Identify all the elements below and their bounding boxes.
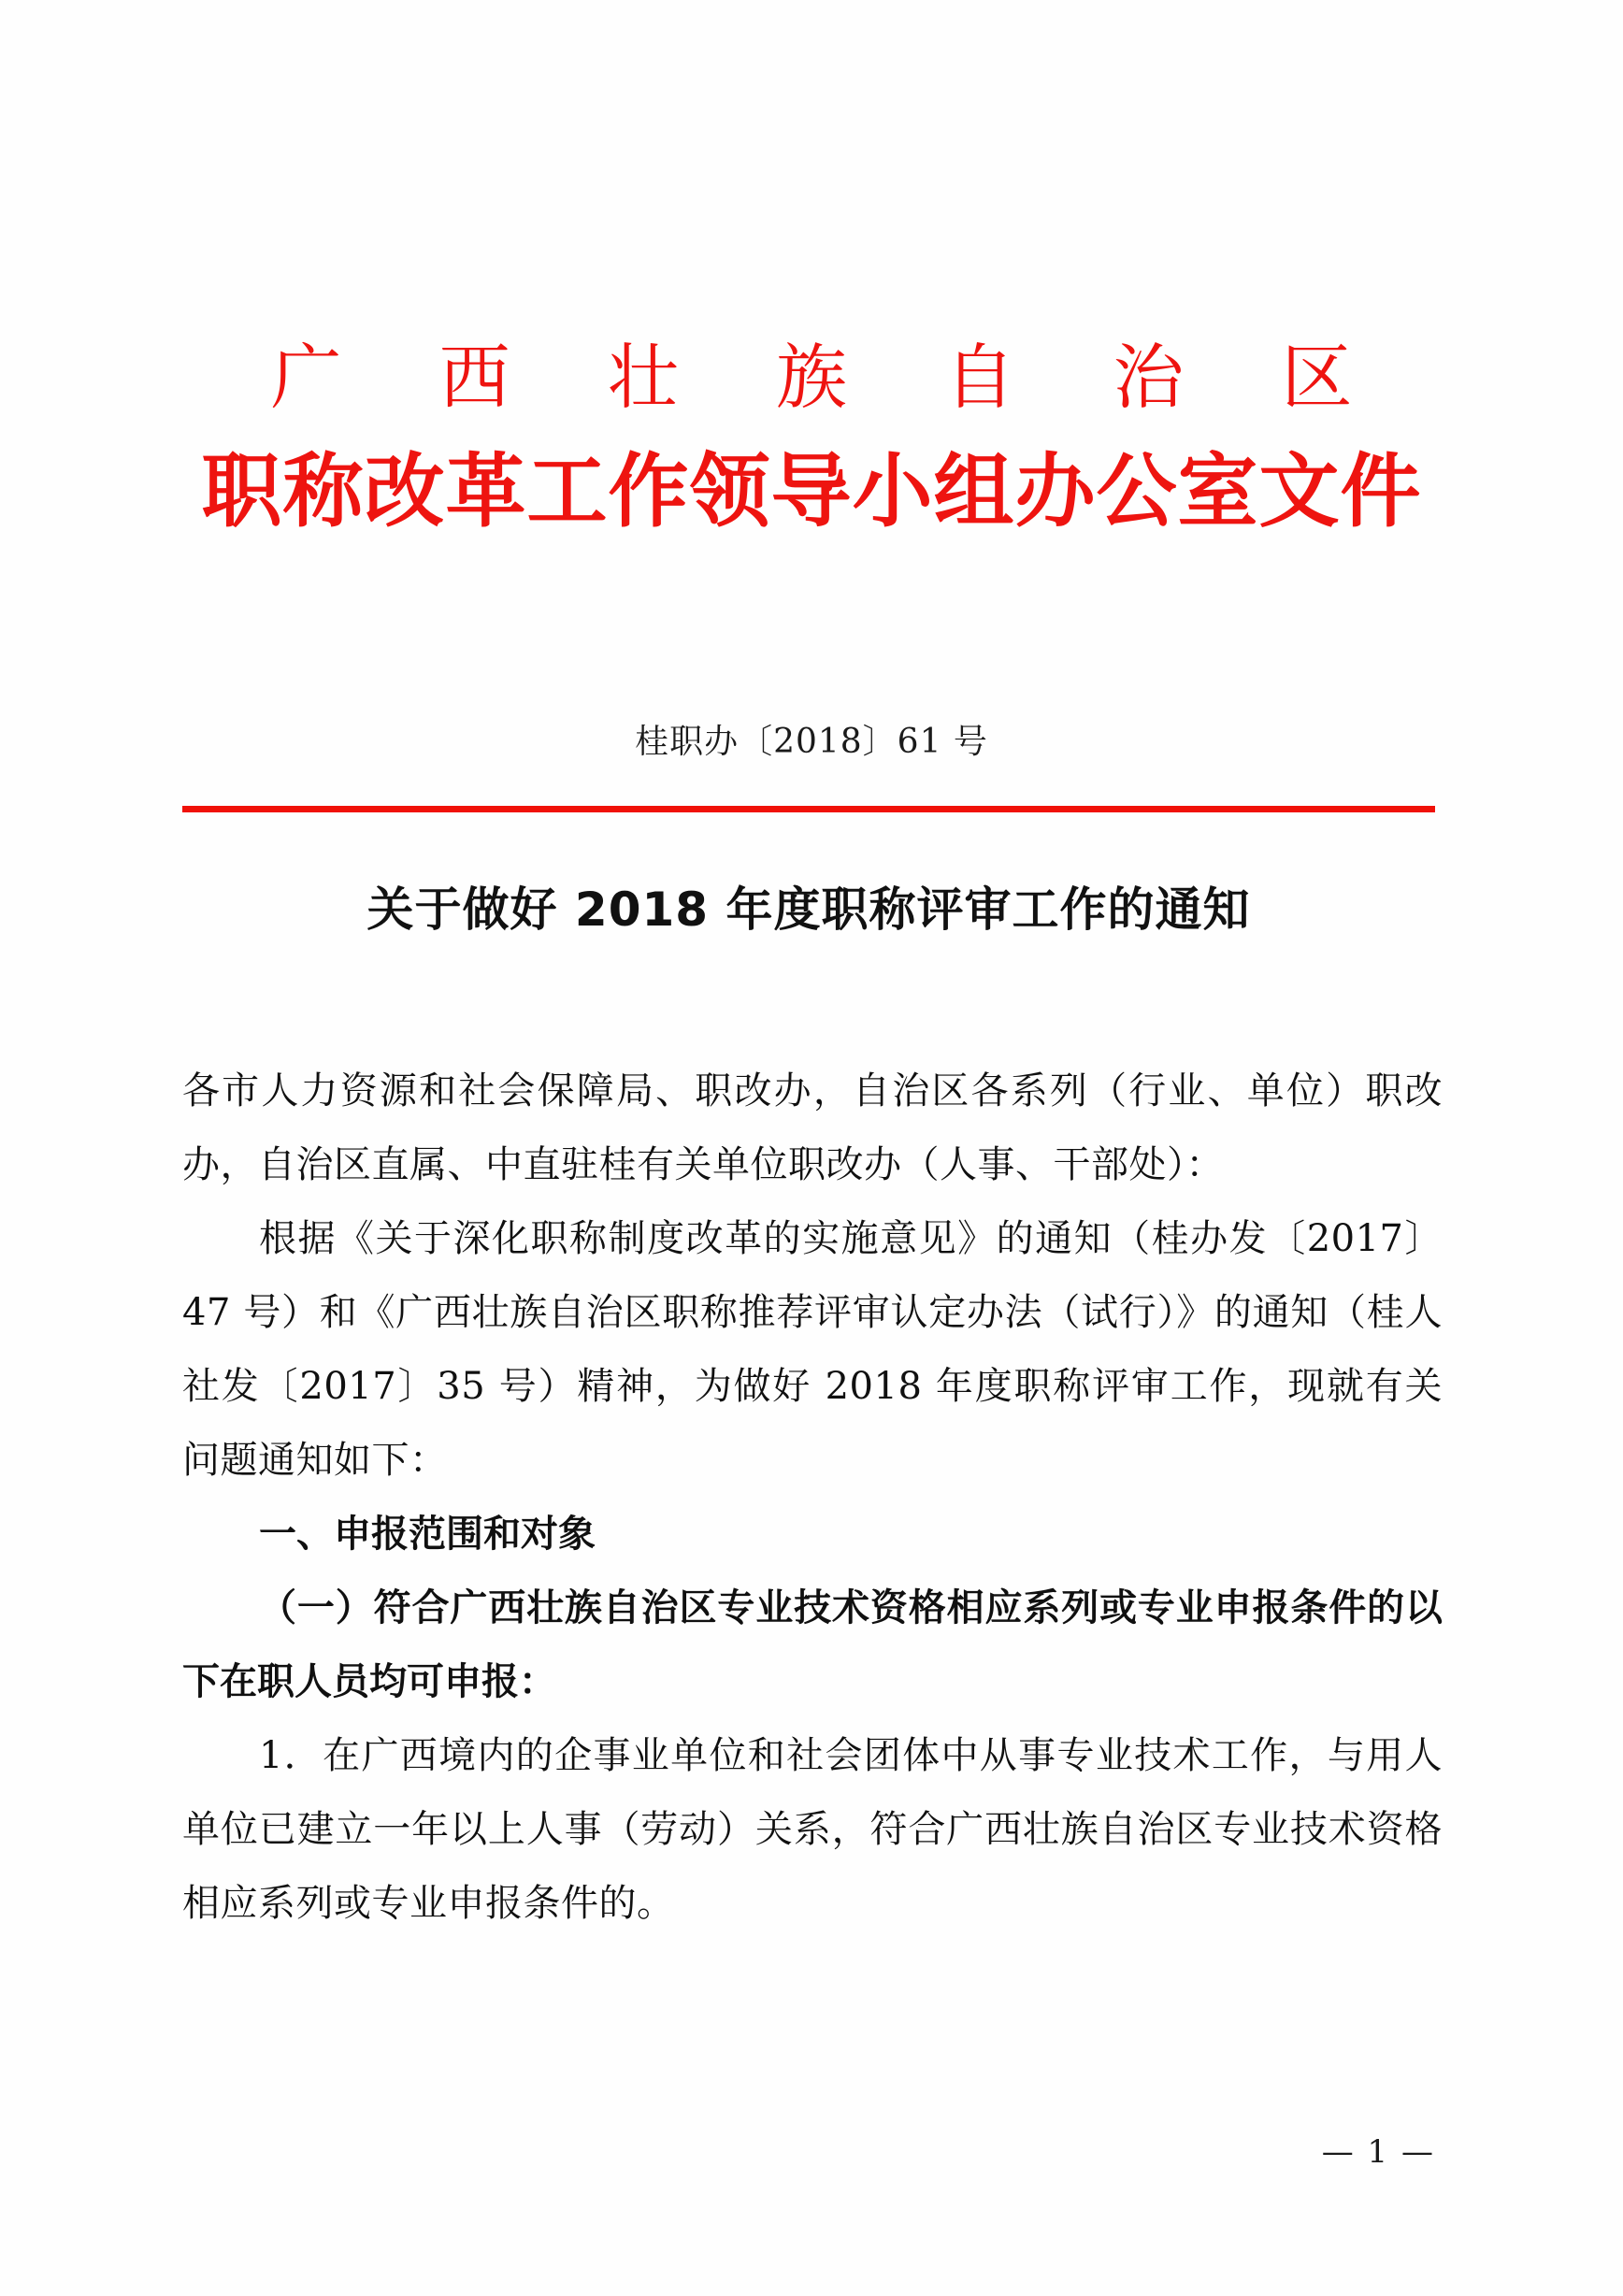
masthead [0,333,1623,544]
paragraph-preamble: 根据《关于深化职称制度改革的实施意见》的通知（桂办发〔2017〕47 号）和《广西壮族自治区职称推荐评审认定办法（试行）》的通知（桂人社发〔2017〕35 号）精神，为做好 2018 年度职称评审工作，现就有关问题通知如下： [182,1217,1443,1482]
page-number: — 1 — [1321,2133,1435,2171]
paragraph-section-1-heading: 一、申报范围和对象 [259,1513,596,1556]
paragraph-section-1-item-a: （一）符合广西壮族自治区专业技术资格相应系列或专业申报条件的以下在职人员均可申报： [182,1586,1443,1703]
document-body [182,1055,1443,1941]
document-title: 关于做好 2018 年度职称评审工作的通知 [366,883,1251,937]
paragraph-addressee: 各市人力资源和社会保障局、职改办，自治区各系列（行业、单位）职改办，自治区直属、中直驻桂有关单位职改办（人事、干部处）： [182,1069,1443,1186]
masthead-issuer-region: 广 西 壮 族 自 治 区 [270,336,1390,419]
document-number: 桂职办〔2018〕61 号 [635,723,988,761]
red-separator-rule [182,806,1435,812]
masthead-issuer-office: 职称改革工作领导小组办公室文件 [201,445,1422,538]
paragraph-section-1-item-a-1: 1．在广西境内的企事业单位和社会团体中从事专业技术工作，与用人单位已建立一年以上人事（劳动）关系，符合广西壮族自治区专业技术资格相应系列或专业申报条件的。 [182,1734,1443,1925]
